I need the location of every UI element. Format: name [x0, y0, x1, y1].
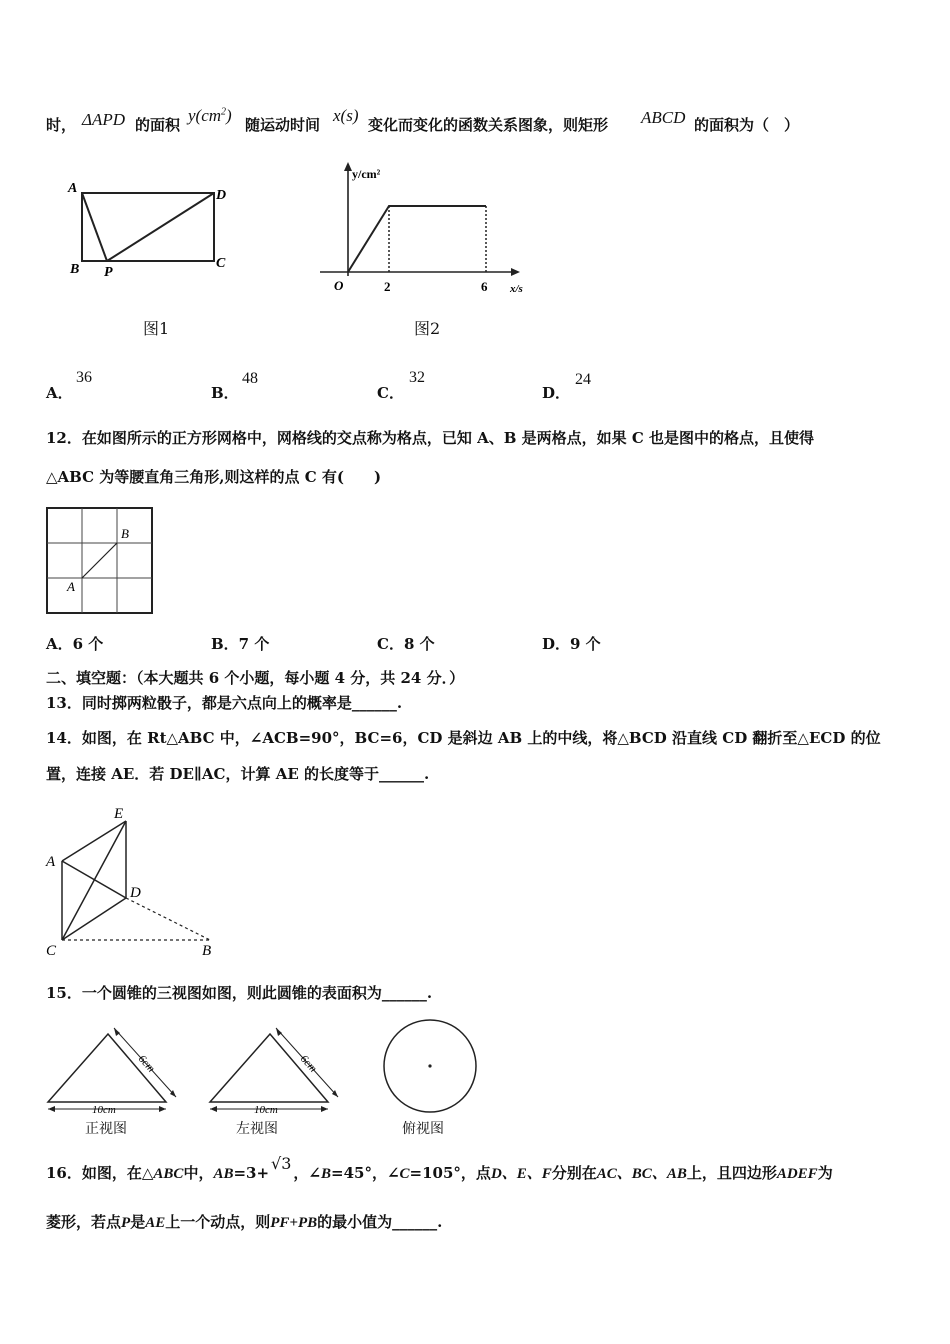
- q14-label-d: D: [130, 885, 141, 901]
- q11-option-a-value: 36: [76, 369, 92, 386]
- q15-top-caption: 俯视图: [402, 1121, 444, 1137]
- q14-line-2: 置，连接 AE．若 DE∥AC，计算 AE 的长度等于______.: [46, 765, 430, 783]
- fig1-label-c: C: [216, 256, 226, 271]
- q15-side-base-label: 10cm: [254, 1104, 278, 1116]
- fig2-tick-6: 6: [481, 279, 488, 294]
- q11-option-c-value: 32: [409, 369, 425, 386]
- q12-line-2: △ABC 为等腰直角三角形,则这样的点 C 有( ): [46, 468, 382, 486]
- fig2-tick-2: 2: [384, 279, 391, 294]
- q15-front-slant-label: 6cm: [135, 1052, 157, 1075]
- fig1-label-p: P: [104, 265, 113, 280]
- q14-label-e: E: [114, 806, 124, 822]
- section-2-header: 二、填空题：（本大题共 6 个小题，每小题 4 分，共 24 分．）: [46, 669, 465, 687]
- q14-line-1: 14．如图，在 Rt△ABC 中，∠ACB=90°，BC=6，CD 是斜边 AB 上的中线，将△BCD 沿直线 CD 翻折至△ECD 的位: [46, 729, 881, 747]
- q11-time-label: 随运动时间: [245, 116, 321, 134]
- fig1-label-d: D: [216, 188, 227, 203]
- fig1-caption: 图1: [143, 319, 170, 338]
- q11-option-a-letter[interactable]: A．: [46, 384, 73, 402]
- q16-line-1: 16．如图，在△ABC中，AB=3+ √3 ，∠B=45°，∠C=105°，点D、E、F分别在AC、BC、AB上，且四边形ADEF为: [46, 1154, 833, 1182]
- q15-side-slant-label: 6cm: [297, 1052, 319, 1075]
- q12-option-d[interactable]: D．9 个: [542, 635, 601, 653]
- q15-text: 15．一个圆锥的三视图如图，则此圆锥的表面积为______.: [46, 984, 433, 1002]
- q11-x-unit: x(s): [333, 106, 359, 125]
- q11-text: [46, 115, 76, 135]
- q11-option-b-value: 48: [242, 370, 258, 387]
- q11-ask: 的面积为（ ）: [694, 116, 800, 134]
- fig2-caption: 图2: [414, 319, 441, 338]
- q11-triangle-apd: ΔAPD: [82, 110, 126, 129]
- q16-sqrt: √3: [271, 1154, 292, 1173]
- fig1-label-a: A: [68, 181, 78, 196]
- q14-label-b: B: [202, 943, 212, 959]
- q12-option-c[interactable]: C．8 个: [377, 635, 435, 653]
- q15-side-caption: 左视图: [236, 1121, 278, 1137]
- grid-label-b: B: [121, 526, 129, 541]
- q15-front-view: [42, 1026, 192, 1121]
- q14-figure: [40, 800, 225, 960]
- q11-area-label: 的面积: [135, 116, 181, 134]
- q15-side-view: [204, 1026, 354, 1121]
- q12-line-1: 12．在如图所示的正方形网格中，网格线的交点称为格点，已知 A、B 是两格点，如果 C 也是图中的格点，且使得: [46, 429, 815, 447]
- q11-option-b-letter[interactable]: B．: [211, 384, 239, 402]
- q14-label-c: C: [46, 943, 57, 959]
- q11-option-d-value: 24: [575, 371, 591, 388]
- grid-label-a: A: [67, 579, 75, 594]
- q13-text: 13．同时掷两粒骰子，都是六点向上的概率是______.: [46, 694, 403, 712]
- q15-front-base-label: 10cm: [92, 1104, 116, 1116]
- q11-figure-2: [312, 158, 542, 298]
- q15-top-view: [378, 1016, 482, 1120]
- q15-front-caption: 正视图: [85, 1121, 127, 1137]
- fig2-x-label: x/s: [510, 283, 523, 295]
- q14-label-a: A: [46, 854, 56, 870]
- fig2-y-label: y/cm²: [352, 167, 381, 181]
- q11-lead: 时，: [46, 116, 77, 134]
- q11-option-c-letter[interactable]: C．: [377, 384, 404, 402]
- fig1-label-b: B: [70, 262, 80, 277]
- fig2-origin: O: [334, 278, 344, 293]
- q11-rect-abcd: ABCD: [641, 108, 686, 127]
- q12-grid-figure: [44, 505, 156, 617]
- q11-figure-1: [60, 172, 240, 282]
- q12-option-b[interactable]: B．7 个: [211, 635, 270, 653]
- q11-y-unit: $y(cm^2)$: [188, 106, 232, 125]
- q11-option-d-letter[interactable]: D．: [542, 384, 571, 402]
- q12-option-a[interactable]: A．6 个: [46, 635, 104, 653]
- q11-relation-text: 变化而变化的函数关系图象，则矩形: [368, 116, 609, 134]
- q16-line-2: 菱形，若点P是AE上一个动点，则PF+PB的最小值为______.: [46, 1213, 443, 1231]
